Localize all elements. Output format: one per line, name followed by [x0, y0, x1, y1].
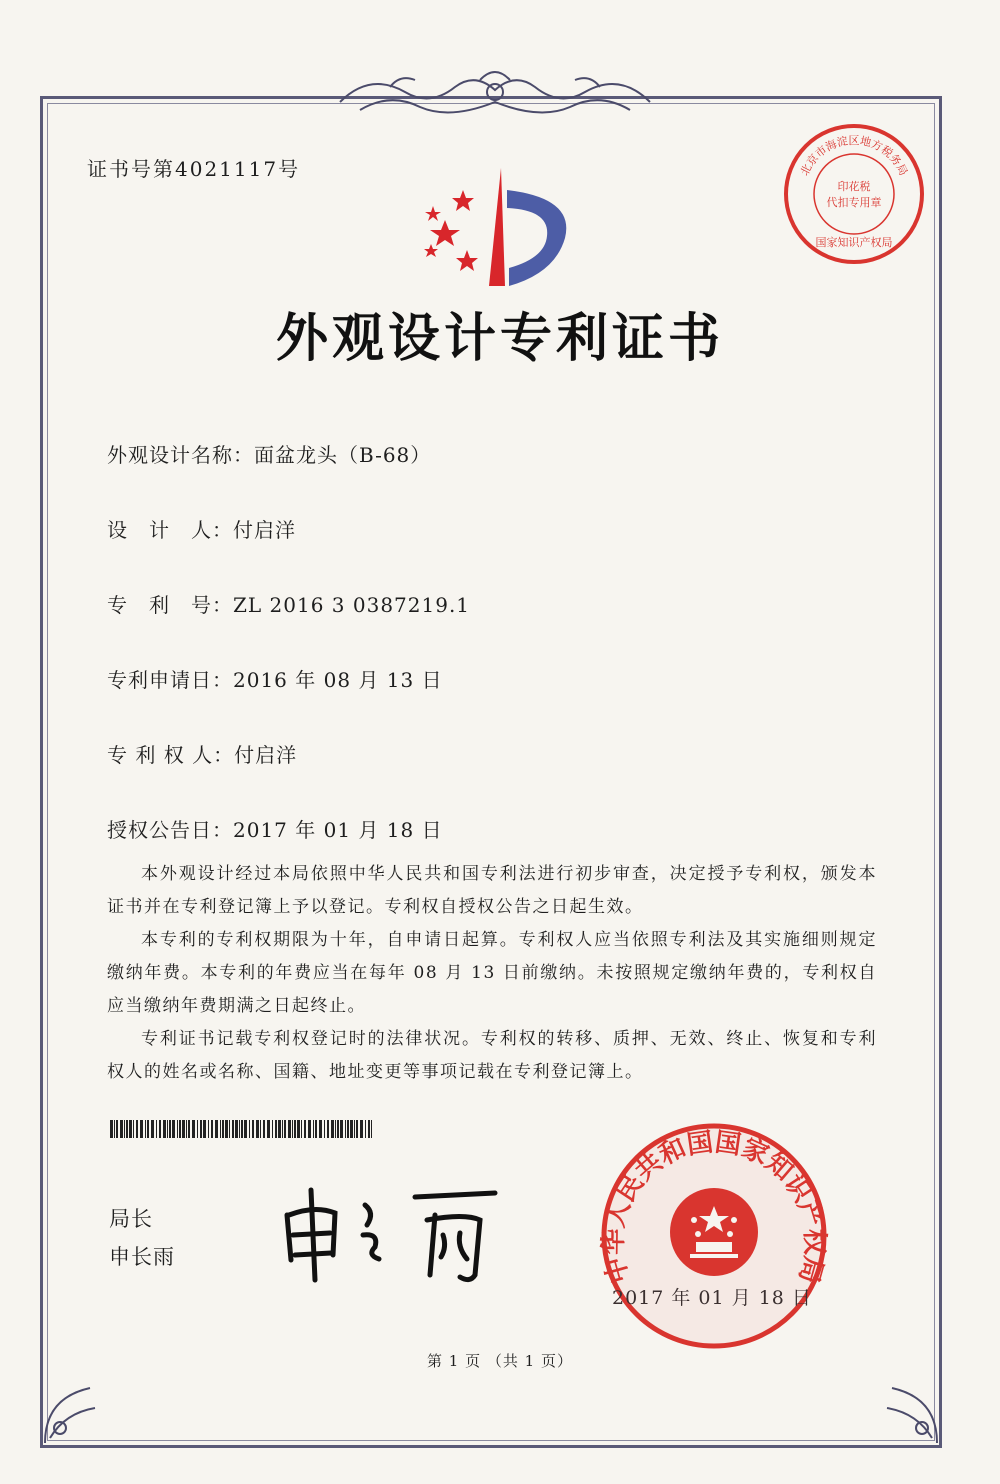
director-block: [109, 1200, 175, 1276]
barcode-bar: [284, 1120, 286, 1138]
tax-seal-inner-2: 代扣专用章: [826, 196, 882, 209]
barcode-bar: [182, 1120, 185, 1138]
grant-date-label: 授权公告日：: [107, 818, 233, 842]
application-date-value: 2016 年 08 月 13 日: [233, 668, 443, 692]
barcode-bar: [272, 1120, 273, 1138]
application-date-label: 专利申请日：: [107, 668, 233, 692]
barcode-bar: [241, 1120, 243, 1138]
barcode-bar: [235, 1120, 238, 1138]
barcode-bar: [114, 1120, 115, 1138]
grant-date-value: 2017 年 01 月 18 日: [233, 818, 443, 842]
barcode-bar: [215, 1120, 218, 1138]
barcode-bar: [225, 1120, 228, 1138]
designer-value: 付启洋: [233, 518, 296, 542]
barcode-bar: [335, 1120, 336, 1138]
corner-ornament-bottom-left: [40, 1378, 110, 1448]
barcode-bar: [301, 1120, 302, 1138]
patent-number-field: [107, 589, 470, 618]
director-title: 局长: [109, 1207, 153, 1231]
barcode-bar: [304, 1120, 306, 1138]
barcode-bar: [313, 1120, 314, 1138]
patent-number-value: ZL 2016 3 0387219.1: [233, 593, 471, 617]
barcode-bar: [282, 1120, 283, 1138]
barcode-bar: [331, 1120, 334, 1138]
certificate-body: [107, 858, 877, 1089]
barcode-bar: [145, 1120, 146, 1138]
page-footer: 第 1 页 （共 1 页）: [427, 1352, 573, 1370]
barcode-bar: [319, 1120, 322, 1138]
patent-number-label: 专 利 号：: [107, 593, 233, 617]
barcode-bar: [172, 1120, 175, 1138]
barcode-bar: [288, 1120, 291, 1138]
tax-seal-arc-text: 北京市海淀区地方税务局: [797, 134, 911, 178]
barcode-bar: [220, 1120, 221, 1138]
barcode-bar: [294, 1120, 296, 1138]
barcode-bar: [340, 1120, 343, 1138]
barcode-bar: [151, 1120, 154, 1138]
barcode-bar: [275, 1120, 277, 1138]
barcode-bar: [126, 1120, 128, 1138]
designer-field: [107, 514, 296, 543]
body-paragraph-3: 专利证书记载专利权登记时的法律状况。专利权的转移、质押、无效、终止、恢复和专利权人的姓名或名称、国籍、地址变更等事项记载在专利登记簿上。: [107, 1029, 877, 1082]
body-paragraph-2: 本专利的专利权期限为十年，自申请日起算。专利权人应当依照专利法及其实施细则规定缴纳年费。本专利的年费应当在每年 08 月 13 日前缴纳。未按照规定缴纳年费的，专利权自应当缴纳年费期满之日起终止。: [107, 930, 877, 1016]
barcode-bar: [136, 1120, 138, 1138]
barcode-bar: [133, 1120, 134, 1138]
barcode-bar: [197, 1120, 198, 1138]
barcode-bar: [356, 1120, 358, 1138]
barcode-bar: [129, 1120, 132, 1138]
patentee-field: [107, 739, 297, 768]
seal-date: 2017 年 01 月 18 日: [612, 1287, 812, 1309]
barcode-bar: [368, 1120, 370, 1138]
barcode-bar: [260, 1120, 261, 1138]
barcode-bar: [297, 1120, 300, 1138]
design-name-value: 面盆龙头（B-68）: [254, 443, 432, 467]
barcode-bar: [208, 1120, 209, 1138]
official-seal: [598, 1120, 830, 1352]
barcode-bar: [278, 1120, 281, 1138]
barcode-bar: [292, 1120, 293, 1138]
designer-label: 设 计 人：: [107, 518, 233, 542]
barcode-bar: [211, 1120, 213, 1138]
barcode-bar: [156, 1120, 157, 1138]
patentee-value: 付启洋: [234, 743, 298, 767]
barcode-bar: [354, 1120, 355, 1138]
application-date-field: [107, 664, 443, 693]
barcode-bar: [159, 1120, 161, 1138]
barcode-bar: [252, 1120, 254, 1138]
barcode-bar: [256, 1120, 259, 1138]
design-name-field: [107, 439, 431, 468]
barcode-bar: [350, 1120, 353, 1138]
barcode-bar: [167, 1120, 168, 1138]
barcode-bar: [188, 1120, 190, 1138]
tax-seal-inner-1: 印花税: [837, 180, 871, 193]
barcode-bar: [327, 1120, 329, 1138]
barcode-bar: [116, 1120, 118, 1138]
barcode-bar: [249, 1120, 250, 1138]
barcode: [110, 1120, 372, 1138]
barcode-bar: [360, 1120, 363, 1138]
barcode-bar: [244, 1120, 247, 1138]
top-ornament: [330, 62, 660, 132]
barcode-bar: [345, 1120, 346, 1138]
barcode-bar: [110, 1120, 113, 1138]
director-name: 申长雨: [109, 1245, 175, 1269]
barcode-bar: [365, 1120, 366, 1138]
patentee-label: 专 利 权 人：: [107, 743, 235, 767]
director-signature: [275, 1175, 505, 1285]
barcode-bar: [200, 1120, 202, 1138]
barcode-bar: [163, 1120, 166, 1138]
barcode-bar: [371, 1120, 372, 1138]
barcode-bar: [263, 1120, 265, 1138]
barcode-bar: [239, 1120, 240, 1138]
design-name-label: 外观设计名称：: [107, 443, 254, 467]
body-paragraph-1: 本外观设计经过本局依照中华人民共和国专利法进行初步审查，决定授予专利权，颁发本证书并在专利登记簿上予以登记。专利权自授权公告之日起生效。: [107, 864, 877, 917]
barcode-bar: [324, 1120, 325, 1138]
barcode-bar: [140, 1120, 143, 1138]
barcode-bar: [222, 1120, 224, 1138]
barcode-bar: [192, 1120, 195, 1138]
barcode-bar: [124, 1120, 125, 1138]
national-emblem-icon: [670, 1188, 758, 1276]
barcode-bar: [347, 1120, 349, 1138]
barcode-bar: [186, 1120, 187, 1138]
barcode-bar: [147, 1120, 149, 1138]
corner-ornament-bottom-right: [872, 1378, 942, 1448]
certificate-title: 外观设计专利证书: [275, 308, 724, 369]
grant-date-field: [107, 814, 443, 843]
tax-seal-bottom: 国家知识产权局: [815, 236, 893, 249]
barcode-bar: [203, 1120, 206, 1138]
barcode-bar: [267, 1120, 270, 1138]
barcode-bar: [169, 1120, 171, 1138]
barcode-bar: [120, 1120, 123, 1138]
barcode-bar: [179, 1120, 181, 1138]
barcode-bar: [308, 1120, 311, 1138]
barcode-bar: [229, 1120, 230, 1138]
barcode-bar: [337, 1120, 339, 1138]
barcode-bar: [232, 1120, 234, 1138]
barcode-bar: [315, 1120, 317, 1138]
official-seal-text: 中华人民共和国国家知识产权局: [598, 1127, 830, 1287]
tax-seal: [780, 120, 928, 268]
certificate-number: 证书号第4021117号: [87, 157, 301, 181]
patent-office-emblem-icon: [405, 168, 585, 296]
barcode-bar: [177, 1120, 178, 1138]
